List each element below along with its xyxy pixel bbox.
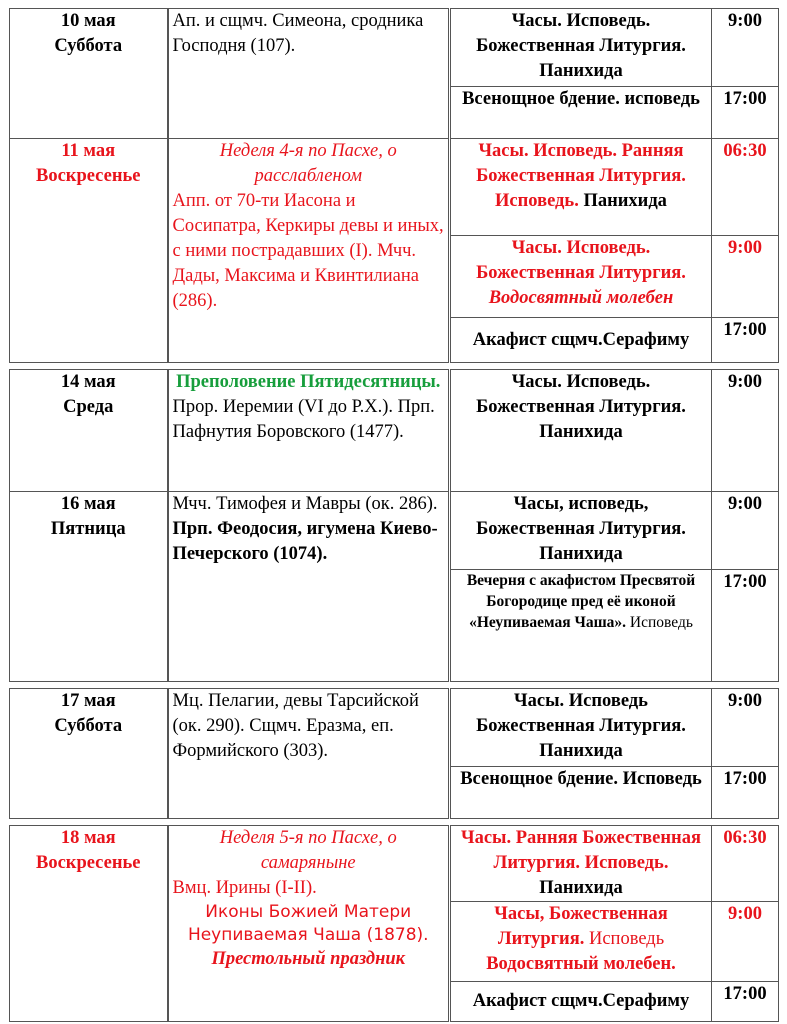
date: 16 мая bbox=[60, 494, 116, 514]
service-text: Всенощное бдение. исповедь bbox=[462, 89, 700, 109]
day-row-16-may bbox=[10, 492, 779, 570]
row-gap bbox=[10, 819, 779, 826]
time-cell bbox=[712, 826, 779, 902]
day-row-11-may bbox=[10, 139, 779, 236]
date: 18 мая bbox=[60, 828, 116, 848]
row-gap bbox=[10, 682, 779, 689]
service-cell bbox=[450, 982, 712, 1022]
time-cell bbox=[712, 139, 779, 236]
weekday: Воскресенье bbox=[36, 853, 141, 873]
service-text-italic: Водосвятный молебен bbox=[488, 288, 674, 308]
service-time: 17:00 bbox=[723, 320, 767, 340]
saints-cell bbox=[168, 139, 450, 363]
service-cell bbox=[450, 9, 712, 87]
saints-cell bbox=[168, 826, 450, 1022]
time-cell bbox=[712, 87, 779, 139]
time-cell bbox=[712, 370, 779, 492]
date: 10 мая bbox=[60, 11, 116, 31]
date-cell bbox=[10, 370, 168, 492]
service-cell bbox=[450, 570, 712, 682]
service-text: Всенощное бдение. Исповедь bbox=[460, 769, 702, 789]
service-cell bbox=[450, 492, 712, 570]
saint-text: Мчч. Тимофея и Мавры (ок. 286). bbox=[172, 494, 438, 514]
service-cell bbox=[450, 826, 712, 902]
service-time: 9:00 bbox=[728, 372, 762, 392]
weekday: Суббота bbox=[54, 716, 123, 736]
service-cell bbox=[450, 236, 712, 318]
saints-cell bbox=[168, 370, 450, 492]
weekday: Воскресенье bbox=[36, 166, 141, 186]
sunday-title: Неделя 5-я по Пасхе, о самаряныне bbox=[219, 828, 397, 873]
service-time: 9:00 bbox=[728, 11, 762, 31]
time-cell bbox=[712, 689, 779, 767]
day-row-17-may bbox=[10, 689, 779, 767]
time-cell bbox=[712, 9, 779, 87]
service-text-red: Часы, Божественная Литургия. bbox=[494, 904, 668, 949]
time-cell bbox=[712, 767, 779, 819]
service-time: 17:00 bbox=[723, 572, 767, 592]
service-text: Часы. Исповедь. Божественная Литургия. Панихида bbox=[476, 372, 686, 442]
day-row-10-may bbox=[10, 9, 779, 87]
icon-feast-title: Иконы Божией Матери Неупиваемая Чаша (1878). bbox=[187, 902, 429, 945]
service-text: Часы. Исповедь. Божественная Литургия. Панихида bbox=[476, 11, 686, 81]
service-cell bbox=[450, 139, 712, 236]
service-text: Часы, исповедь, Божественная Литургия. Панихида bbox=[476, 494, 686, 564]
time-cell bbox=[712, 982, 779, 1022]
weekday: Пятница bbox=[50, 519, 126, 539]
service-cell bbox=[450, 767, 712, 819]
service-cell bbox=[450, 318, 712, 363]
date: 14 мая bbox=[60, 372, 116, 392]
date-cell bbox=[10, 826, 168, 1022]
service-time: 9:00 bbox=[728, 691, 762, 711]
date-cell bbox=[10, 492, 168, 682]
service-time: 9:00 bbox=[728, 904, 762, 924]
time-cell bbox=[712, 570, 779, 682]
time-cell bbox=[712, 902, 779, 982]
patronal-feast: Престольный праздник bbox=[211, 949, 406, 969]
service-text-red: Часы. Ранняя Божественная Литургия. Исповедь. bbox=[461, 828, 701, 873]
service-time: 17:00 bbox=[723, 769, 767, 789]
service-text: Часы. Исповедь Божественная Литургия. Панихида bbox=[476, 691, 686, 761]
service-text: Вечерня с акафистом Пресвятой Богородице пред её иконой «Неупиваемая Чаша». bbox=[466, 572, 696, 631]
service-text: Панихида bbox=[539, 878, 623, 898]
service-time: 06:30 bbox=[723, 141, 767, 161]
sunday-title: Неделя 4-я по Пасхе, о расслабленом bbox=[219, 141, 397, 186]
service-text-red: Часы. Исповедь. Ранняя Божественная Литургия. Исповедь. bbox=[476, 141, 686, 211]
day-row-14-may bbox=[10, 370, 779, 492]
date-cell bbox=[10, 689, 168, 819]
saint-text-bold: Прп. Феодосия, игумена Киево-Печерского (1074). bbox=[172, 519, 438, 564]
time-cell bbox=[712, 492, 779, 570]
service-time: 9:00 bbox=[728, 238, 762, 258]
service-text-plain: Исповедь bbox=[588, 929, 665, 949]
service-time: 9:00 bbox=[728, 494, 762, 514]
service-text-bold: Водосвятный молебен. bbox=[486, 954, 676, 974]
saints-cell bbox=[168, 492, 450, 682]
row-gap bbox=[10, 363, 779, 370]
service-time: 17:00 bbox=[723, 984, 767, 1004]
schedule-table bbox=[9, 8, 779, 1022]
service-text-plain: Исповедь bbox=[629, 614, 693, 631]
saint-text: Апп. от 70-ти Иасона и Сосипатра, Керкиры девы и иных, с ними пострадавших (I). Мчч. Дады, Максима и Квинтилиана (286). bbox=[172, 191, 444, 311]
date: 17 мая bbox=[60, 691, 116, 711]
saint-text: Прор. Иеремии (VI до Р.Х.). Прп. Пафнутия Боровского (1477). bbox=[172, 397, 435, 442]
service-time: 17:00 bbox=[723, 89, 767, 109]
day-row-18-may bbox=[10, 826, 779, 902]
date-cell bbox=[10, 9, 168, 139]
service-cell bbox=[450, 902, 712, 982]
time-cell bbox=[712, 236, 779, 318]
feast-title: Преполовение Пятидесятницы. bbox=[176, 372, 441, 392]
time-cell bbox=[712, 318, 779, 363]
saint-text: Вмц. Ирины (I-II). bbox=[172, 878, 317, 898]
saints-cell bbox=[168, 689, 450, 819]
weekday: Среда bbox=[63, 397, 114, 417]
service-cell bbox=[450, 689, 712, 767]
service-cell bbox=[450, 87, 712, 139]
date: 11 мая bbox=[61, 141, 116, 161]
service-text: Панихида bbox=[583, 191, 667, 211]
service-text-red: Часы. Исповедь. Божественная Литургия. bbox=[476, 238, 686, 283]
service-text: Акафист сщмч.Серафиму bbox=[472, 991, 690, 1011]
saints-cell bbox=[168, 9, 450, 139]
weekday: Суббота bbox=[54, 36, 123, 56]
date-cell bbox=[10, 139, 168, 363]
service-time: 06:30 bbox=[723, 828, 767, 848]
service-text: Акафист сщмч.Серафиму bbox=[472, 329, 690, 350]
saint-text: Ап. и сщмч. Симеона, сродника Господня (107). bbox=[172, 11, 424, 56]
service-cell bbox=[450, 370, 712, 492]
saint-text: Мц. Пелагии, девы Тарсийской (ок. 290). Сщмч. Еразма, еп. Формийского (303). bbox=[172, 691, 419, 761]
